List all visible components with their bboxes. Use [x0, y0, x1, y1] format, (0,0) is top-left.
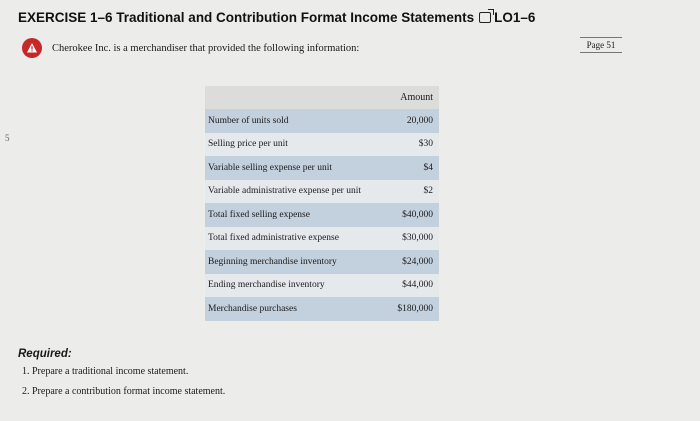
table-body [205, 109, 439, 321]
row-value: $40,000 [402, 209, 433, 220]
table-row [205, 250, 439, 274]
row-label: Variable administrative expense per unit [208, 186, 362, 197]
table-row [205, 133, 439, 157]
external-link-icon[interactable] [479, 12, 491, 23]
row-value: $30 [418, 139, 433, 150]
row-label: Ending merchandise inventory [208, 280, 325, 291]
table-row [205, 109, 439, 133]
exercise-title [18, 10, 535, 25]
table-header [205, 86, 439, 109]
exercise-title-text: EXERCISE 1–6 Traditional and Contribution Format Income Statements [18, 10, 475, 25]
table-row [205, 180, 439, 204]
row-label: Selling price per unit [208, 139, 288, 150]
intro-text: Cherokee Inc. is a merchandiser that provided the following information: [52, 42, 360, 54]
row-value: $2 [423, 186, 433, 197]
table-row [205, 274, 439, 298]
amount-header: Amount [400, 92, 433, 103]
learning-objectives: LO1–6 [494, 10, 536, 25]
row-value: $180,000 [397, 303, 433, 314]
row-value: $44,000 [402, 280, 433, 291]
row-label: Number of units sold [208, 115, 289, 126]
row-label: Total fixed administrative expense [208, 233, 339, 244]
row-value: $24,000 [402, 256, 433, 267]
row-label: Merchandise purchases [208, 303, 297, 314]
page-reference: Page 51 [580, 37, 622, 53]
alert-icon [22, 38, 42, 58]
intro-line [22, 38, 359, 58]
row-value: $4 [423, 162, 433, 173]
row-value: $30,000 [402, 233, 433, 244]
required-item: 1. Prepare a traditional income statement. [22, 366, 189, 377]
row-label: Beginning merchandise inventory [208, 256, 337, 267]
required-heading: Required: [18, 348, 72, 360]
row-label: Variable selling expense per unit [208, 162, 332, 173]
margin-mark: 5 [5, 133, 10, 143]
row-label: Total fixed selling expense [208, 209, 310, 220]
table-row [205, 297, 439, 321]
table-row [205, 156, 439, 180]
table-row [205, 203, 439, 227]
table-row [205, 227, 439, 251]
row-value: 20,000 [406, 115, 433, 126]
required-item: 2. Prepare a contribution format income statement. [22, 386, 226, 397]
data-table [205, 86, 439, 321]
required-list [22, 366, 225, 406]
